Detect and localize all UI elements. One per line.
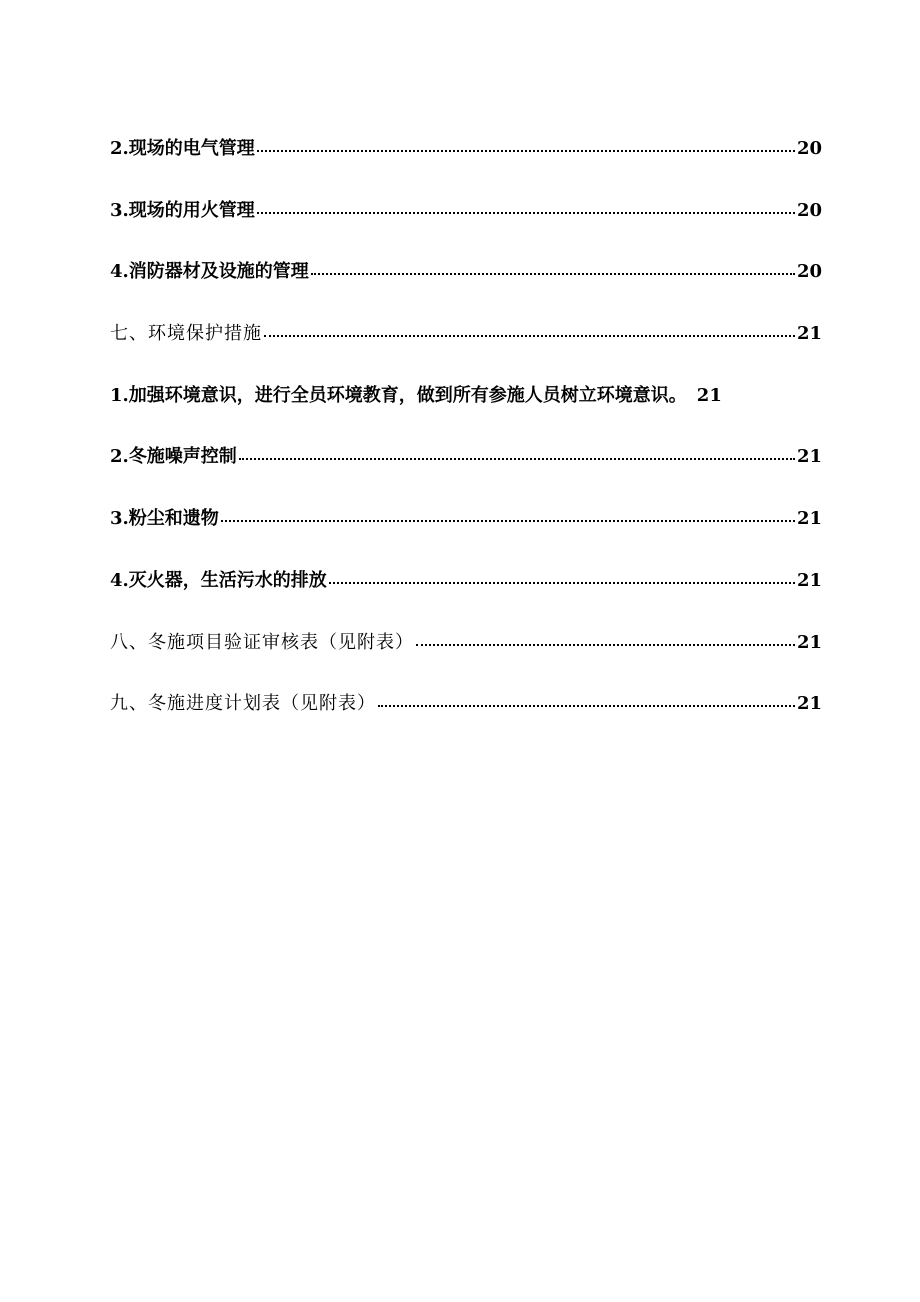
toc-entry[interactable] (110, 314, 822, 376)
toc-entry-title: 3.粉尘和遗物 (110, 508, 219, 530)
toc-page-number: 20 (796, 261, 822, 283)
toc-entry-title: 4.消防器材及设施的管理 (110, 261, 309, 283)
toc-entry[interactable] (110, 684, 822, 746)
toc-dot-leader (329, 582, 795, 584)
toc-page-number: 21 (796, 446, 822, 468)
toc-entry-title: 九、冬施进度计划表（见附表） (110, 693, 376, 715)
table-of-contents (110, 129, 822, 746)
toc-entry-title: 七、环境保护措施 (110, 323, 262, 345)
toc-entry[interactable] (110, 129, 822, 191)
toc-dot-leader (257, 150, 795, 152)
toc-entry[interactable] (110, 499, 822, 561)
toc-entry[interactable] (110, 561, 822, 623)
toc-entry-title: 八、冬施项目验证审核表（见附表） (110, 631, 414, 653)
toc-entry-title: 3.现场的用火管理 (110, 199, 255, 221)
toc-page-number: 20 (796, 138, 822, 159)
toc-page-number: 21 (796, 693, 822, 715)
toc-page-number: 21 (796, 631, 822, 653)
toc-entry[interactable] (110, 437, 822, 499)
toc-entry[interactable] (110, 191, 822, 253)
toc-dot-leader (257, 212, 795, 214)
toc-dot-leader (378, 705, 795, 707)
toc-entry[interactable] (110, 376, 822, 438)
toc-page-number: 21 (696, 384, 722, 406)
toc-dot-leader (221, 520, 795, 522)
toc-entry[interactable] (110, 252, 822, 314)
toc-entry-title: 2.冬施噪声控制 (110, 446, 237, 468)
toc-entry[interactable] (110, 623, 822, 685)
toc-entry-title: 1.加强环境意识，进行全员环境教育，做到所有参施人员树立环境意识。 (110, 384, 687, 406)
toc-dot-leader (239, 458, 795, 460)
toc-dot-leader (416, 644, 795, 646)
toc-page-number: 21 (796, 508, 822, 530)
toc-entry-title: 4.灭火器，生活污水的排放 (110, 569, 327, 591)
toc-page-number: 21 (796, 323, 822, 345)
toc-dot-leader (311, 273, 795, 275)
toc-entry-title: 2.现场的电气管理 (110, 138, 255, 159)
toc-page-number: 20 (796, 199, 822, 221)
toc-dot-leader (264, 335, 795, 337)
toc-page-number: 21 (796, 569, 822, 591)
